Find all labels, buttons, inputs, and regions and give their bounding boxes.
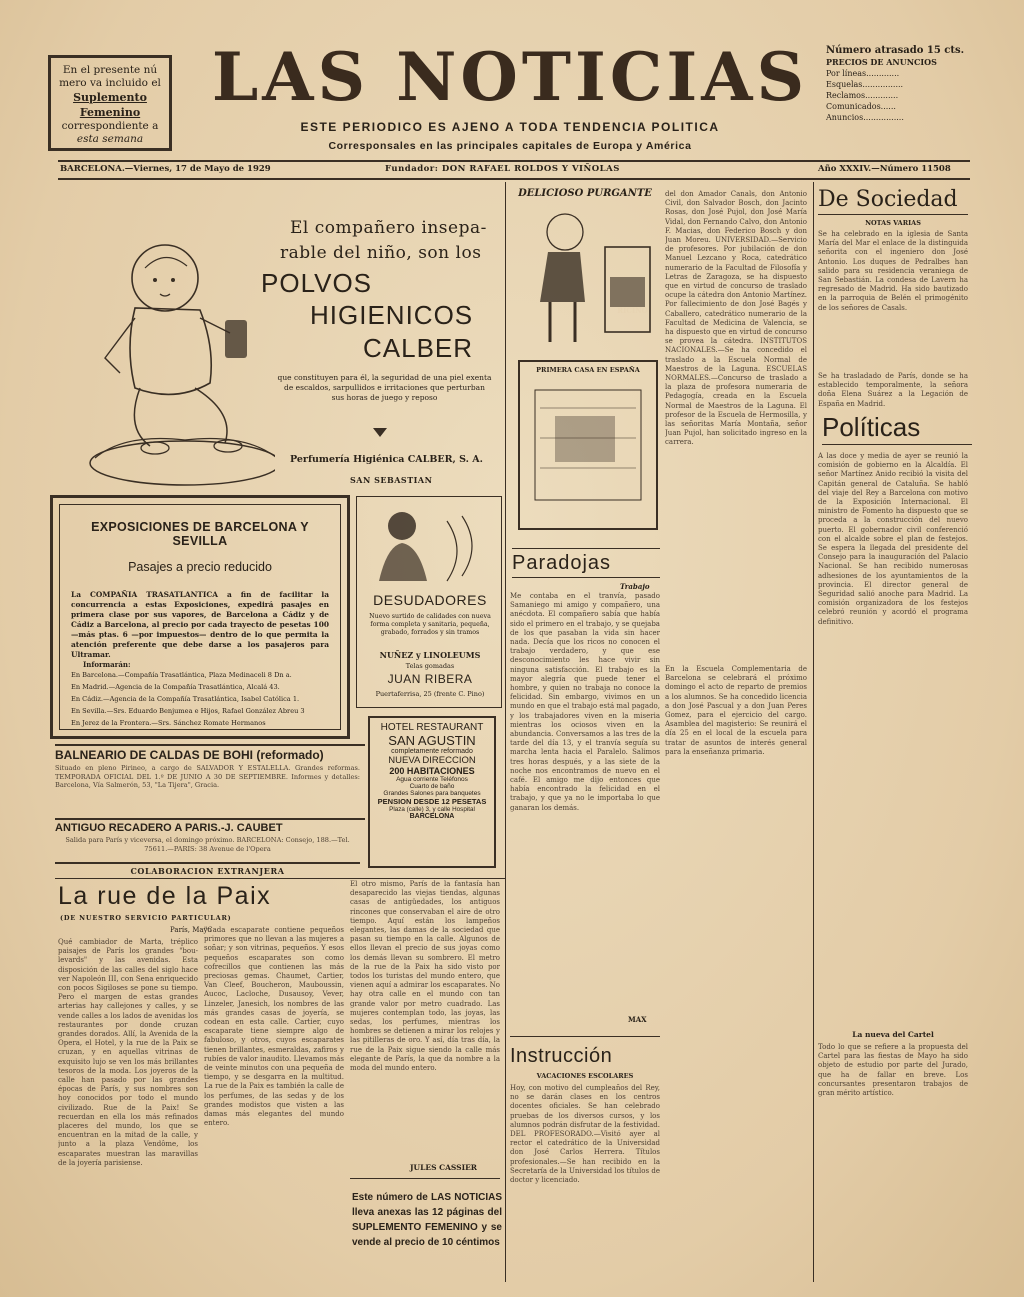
back-issue-price: Número atrasado 15 cts.	[826, 45, 965, 56]
instruccion-column-2: En la Escuela Complementaria de Barcelona se celebrará el próximo domingo el acto de reparto de premios a los alumnos. Se ha concedido licencia a don José Pascual y a don Juan Peres Gomez, para el ejercicio del cargo. Asamblea del magisterio: Se reunirá el día 25 en el local de la escuela para tratar de asuntos de interés general para la enseñanza primaria.	[665, 665, 807, 756]
dateline: BARCELONA.—Viernes, 17 de Mayo de 1929	[60, 164, 271, 174]
hotel-line-4: NUEVA DIRECCION	[388, 755, 476, 766]
polvos-headline-2: rable del niño, son los	[280, 243, 482, 263]
rue-column-2: "Cada escaparate contiene pequeños primores que no llevan a las mujeres a soñar; y son vitrinas, pequeños. Y esos pequeños escaparates son como cofrecillos que contienen las más preciosas gemas. Chaumet, Cartier, Van Cleef, Boucheron, Mauboussin, Aucoc, Lacloche, Dusausoy, Vever, Linzeler, Janesich, los nombres de las más grandes casas de joyería, se codean en esta calle. Cartier, cuyo escaparate tiene siempre algo de fabuloso, y otros, cuyos escaparates tienen brillantes, esmeraldas, zafiros y rubíes de valor inaudito. Llevamos más de veinte minutos con una pequeña de tiempo, y se desgarra en la multitud. La rue de la Paix es también la calle de los perfumes, de las sedas y de los grandes modistos que visten a las damas más elegantes del mundo entero.	[204, 926, 344, 1128]
hotel-line-6: Agua corriente Teléfonos	[396, 776, 468, 783]
desudadores-seller: JUAN RIBERA	[387, 672, 473, 686]
hotel-line-7: Cuarto de baño	[409, 783, 455, 790]
woman-illustration	[357, 501, 501, 586]
hotel-line-9: PENSION DESDE 12 PESETAS	[377, 797, 487, 806]
purgante-title: DELICIOSO PURGANTE	[518, 188, 652, 199]
rue-dateline: París, Mayo	[170, 926, 212, 934]
child-illustration	[510, 202, 660, 352]
paradojas-subtitle: Trabajo	[620, 582, 650, 591]
desudadores-ad	[356, 496, 502, 708]
casa-illustration	[520, 378, 656, 528]
hotel-line-3: completamente reformado	[391, 748, 473, 755]
desudadores-body: Nuevo surtido de calidades con nueva forma completa y sanitaria, pequeña, grabado, forrados y sin tramos	[369, 613, 491, 636]
politicas-body-2: Todo lo que se refiere a la propuesta del Cartel para las fiestas de Mayo ha sido objeto de estudio por parte del Jurado, que ha de fallar en breve. Los concursantes presentaron trabajos de gran mérito artístico.	[818, 1043, 968, 1098]
sociedad-subtitle: NOTAS VARIAS	[865, 219, 921, 227]
primera-casa-ad	[518, 360, 658, 530]
supplement-notice-box	[48, 55, 172, 151]
recadero-body: Salida para París y viceversa, el domingo próximo. BARCELONA: Consejo, 188.—Tel. 75611.—PARIS: 38 Avenue de l'Opera	[65, 836, 350, 853]
sociedad-header: De Sociedad	[818, 186, 968, 215]
polvos-triangle-icon	[373, 428, 387, 437]
desudadores-brand: NUÑEZ y LINOLEUMS	[379, 650, 481, 660]
polvos-brand-2: HIGIENICOS	[310, 300, 474, 330]
polvos-maker: Perfumería Higiénica CALBER, S. A.	[290, 454, 483, 465]
ad-prices-title: PRECIOS DE ANUNCIOS	[826, 57, 937, 67]
balneario-body: Situado en pleno Pirineo, a cargo de SALVADOR Y ESTALELLA. Grandes reformas. TEMPORADA OFICIAL DEL 1.º DE JUNIO A 30 DE SEPTIEMBRE. Informes y detalles: Barcelona, Vía Salmerón, 53, "La Tijera", Gracia.	[55, 764, 360, 790]
rue-column-1: Qué cambiador de Marta, tréplico paisajes de París los grandes "bou-levards" y las avenidas. Esta disposición de las calles del siglo hace ver Napoleón III, con Sena enriquecido con pocos Sigiloses se pone su tiempo. Pero el margen de estas grandes arterias hay callejones y calles, y se vende calles a los lados de avenidas los restaurantes por donde cruzan grandes dorados. Allí, la Avenida de la Opera, el Hotel, y la rue de la Paix se cruzan, y en aquellas vitrinas de exquisito lujo se ven los más brillantes tesoros de la moda. Los joyeros de la calle han pasado por las grandes épocas de París, y sus nombres son hoy conocidos por todo el mundo civilizado. Rue de la Paix! Se recuerdan en ella los más refinados placeres del mundo, los que se encuentran en la mitad de la calle, y junto a la plaza Vendôme, los escaparates muestran las maravillas de la joyería parisiense.	[58, 938, 198, 1167]
exposiciones-title: EXPOSICIONES DE BARCELONA Y SEVILLA	[91, 520, 309, 548]
notice-line-1: En el presente nú	[62, 64, 158, 76]
rue-title: La rue de la Paix	[58, 882, 272, 910]
polvos-brand-3: CALBER	[363, 333, 474, 363]
purgante-box-label: RICINO	[617, 306, 648, 315]
dateline-rule-bottom	[58, 178, 970, 180]
issue-number: Año XXXIV.—Número 11508	[818, 164, 951, 174]
hotel-line-2: SAN AGUSTIN	[388, 733, 476, 748]
hotel-line-11: BARCELONA	[409, 813, 455, 820]
hotel-line-1: HOTEL RESTAURANT	[380, 722, 484, 733]
polvos-brand-1: POLVOS	[261, 268, 373, 298]
price-line: Por líneas.............	[826, 69, 900, 78]
exposiciones-agent: En Barcelona.—Compañía Trasatlántica, Plaza Medinaceli 8 Dn a.	[71, 671, 292, 679]
rue-column-3: El otro mismo, París de la fantasía han desaparecido las viejas tiendas, algunas casas de antigüedades, los antiguos rincones que conservaban el aire de otro tiempo. Aquí están los lampeños elegantes, las damas de la sociedad que pasan su tiempo en la calle. Algunos de ellos llevan el precio de sus joyas como los demás llevan su sombrero. El metro de la rue de la Paix ha sido visto por todos los turistas del mundo entero, que vienen aquí a admirar los escaparates. No hay otra calle en el mundo con tan grande valor por metro cuadrado. Las mujeres contemplan todo, las joyas, las sedas, los perfumes, mientras los hombres se detienen a mirar los relojes y las pitilleras de oro. Y así, día tras día, la rue de la Paix sigue siendo la calle más elegante de París, la que da nombre a la moda del mundo entero.	[350, 880, 500, 1073]
polvos-headline-1: El compañero insepa-	[290, 218, 487, 238]
recadero-title: ANTIGUO RECADERO A PARIS.-J. CAUBET	[55, 818, 365, 834]
column-rule	[505, 182, 506, 1282]
exposiciones-body: La COMPAÑIA TRASATLANTICA a fin de facilitar la concurrencia a estas Exposiciones, expedirá pasajes en primera clase por sus vapores, de Barcelona a Cádiz y de Cádiz a Barcelona, al precio por cada trayecto de pesetas 100—más ptas. 6 —por impuestos— dentro de lo que permita la atención preferente que debe darse a los pasajeros para Ultramar.	[71, 590, 329, 659]
polvos-city: SAN SEBASTIAN	[350, 475, 433, 485]
exposiciones-agent: En Madrid.—Agencia de la Compañía Trasatlántica, Alcalá 43.	[71, 683, 280, 691]
price-line: Anuncios................	[826, 113, 904, 122]
section-rule	[510, 1036, 660, 1037]
primera-casa-title: PRIMERA CASA EN ESPAÑA	[536, 366, 640, 374]
supplement-note: Este número de LAS NOTICIAS lleva anexas las 12 páginas del SUPLEMENTO FEMENINO y se vende al precio de 10 céntimos	[352, 1192, 502, 1248]
hotel-line-5: 200 HABITACIONES	[389, 766, 475, 776]
notice-line-3: Suplemento Femenino	[73, 91, 147, 119]
baby-illustration	[65, 208, 275, 508]
politicas-body: A las doce y media de ayer se reunió la comisión de gobierno en la Alcaldía. El señor Martínez Anido recibió la visita del Capitán general de Cataluña. Se habló del viaje del Rey a Barcelona con motivo de la Exposición Internacional. El ministro de Fomento ha dispuesto que se proceda a la construcción del nuevo puerto. El gobernador civil conferenció con el alcalde sobre el plan de festejos. Se espera la llegada del presidente del Consejo para la inauguración del Palacio Nacional. Se han recibido numerosas adhesiones de los ayuntamientos de la provincia. El director general de Seguridad salió anoche para Madrid. La comisión organizadora de los festejos celebró reunión y acordó el programa definitivo.	[818, 452, 968, 626]
notice-line-5: esta semana	[76, 133, 144, 145]
polvos-body: que constituyen para él, la seguridad de una piel exenta de escaldos, sarpullidos e irritaciones que perturban sus horas de juego y reposo	[277, 373, 492, 402]
purgante-ad	[510, 188, 660, 353]
sociedad-body: Se ha celebrado en la iglesia de Santa María del Mar el enlace de la distinguida señorita con el ingeniero don José Antonio. Los duques de Pedralbes han salido para su residencia veraniega de San Sebastián. La condesa de Lavern ha regresado de Madrid. Ha sido bautizado en la parroquia de Belén el primogénito de los señores de Casals.	[818, 230, 968, 312]
prices-box	[826, 44, 970, 152]
rue-signature: JULES CASSIER	[410, 1163, 478, 1172]
section-rule	[55, 862, 360, 864]
price-line: Comunicados......	[826, 102, 896, 111]
exposiciones-ad	[50, 495, 350, 739]
paradojas-body: Me contaba en el tranvía, pasado Samaniego mi amigo y compañero, una anécdota. El compañero sabía que había sido el primero en el trabajo, y se quejaba de los que pasaban la vida sin hacer nada. Decía que los ricos no conocen el trabajo verdadero, y que ese desconocimiento les hace vivir sin ninguna satisfacción. El trabajo es la mayor alegría que puede tener el hombre, y quien no trabaja no conoce la felicidad. Sin embargo, vivimos en un mundo en que el trabajo está mal pagado, y los trabajadores viven en la miseria mientras los ociosos viven en la abundancia. Conversamos a las tres de la tarde del día 13, y el tranvía seguía su marcha lenta hacia el Paralelo. Salimos tres horas después, y a las siete de la noche nos encontramos de nuevo en el café. El amigo me dijo entonces que había encontrado la felicidad en el trabajo, y que ya no le importaba lo que ganaran los demás.	[510, 592, 660, 812]
founder-line: Fundador: DON RAFAEL ROLDOS Y VIÑOLAS	[385, 164, 620, 174]
notice-line-4: correspondiente a	[61, 120, 159, 132]
hotel-line-8: Grandes Salones para banquetes	[383, 790, 481, 797]
hotel-ad	[368, 716, 496, 868]
universidad-column: del don Amador Canals, don Antonio Civil, don Salvador Bosch, don Jacinto Rosas, don José Pujol, don José María Vidal, don Fernando Calvo, don Antonio F. Macias, don Federico Bosch y don Juan Moreu. UNIVERSIDAD.—Servicio de profesores. Por jubilación de don Manuel Lezcano y Roca, catedrático numerario de la Facultad de Filosofía y Letras de Zaragoza, se ha dispuesto que en virtud de concurso de traslado ocupe la cátedra don Antonio Martínez. Por fallecimiento de don José Bagés y Caballero, catedrático numerario de la Facultad de Medicina de Valencia, se ha dispuesto que en virtud de concurso se provea la cátedra. INSTITUTOS NACIONALES.—Se ha concedido el traslado a la Escuela Normal de Maestros de la Laguna. ESCUELAS NORMALES.—Concurso de traslado a la plaza de profesora numeraria de Pedagogía, creada en la Escuela Normal de Maestros de la Laguna. El profesor de la Escuela de Hermosilla, y las señoritas María Montaña, señor Juan Pujol, han solicitado ingreso en la carrera.	[665, 190, 807, 447]
instruccion-body: Hoy, con motivo del cumpleaños del Rey, no se darán clases en los centros docentes oficiales. Se han celebrado pruebas de los diversos cursos, y los alumnos podrán disfrutar de la festividad. DEL PROFESORADO.—Visitó ayer al rector el catedrático de la Universidad don José Carlos Herrera. Títulos profesionales.—Se han recibido en la Secretaría de la Universidad los títulos de doctor y licenciado.	[510, 1084, 660, 1185]
hotel-line-10: Plaza (calle) 3, y calle Hospital	[389, 806, 475, 813]
paradojas-signature: MAX	[628, 1015, 647, 1024]
notice-line-2: mero va incluido el	[59, 77, 161, 89]
polvos-ad	[65, 188, 495, 488]
colaboracion-label: COLABORACION EXTRANJERA	[130, 866, 285, 876]
section-rule	[350, 1178, 500, 1179]
balneario-title: BALNEARIO DE CALDAS DE BOHI (reformado)	[55, 744, 365, 762]
desudadores-sub: Telas gomadas	[405, 662, 455, 670]
politicas-subheading: La nueva del Cartel	[852, 1030, 934, 1039]
dateline-rule-top	[58, 160, 970, 162]
instruccion-header: Instrucción	[510, 1045, 613, 1067]
instruccion-subtitle: VACACIONES ESCOLARES	[536, 1072, 634, 1080]
exposiciones-agent: En Sevilla.—Srs. Eduardo Benjumea e Hijos, Rafael González Abreu 3	[71, 707, 305, 715]
exposiciones-agent: En Jerez de la Frontera.—Srs. Sánchez Romate Hermanos	[71, 719, 266, 727]
masthead-correspondents: Corresponsales en las principales capitales de Europa y América	[328, 140, 692, 152]
price-line: Esquelas................	[826, 80, 904, 89]
price-line: Reclamos.............	[826, 91, 899, 100]
column-rule	[813, 182, 814, 1282]
exposiciones-subtitle: Pasajes a precio reducido	[128, 560, 272, 574]
desudadores-title: DESUDADORES	[373, 592, 487, 608]
paradojas-header: Paradojas	[512, 548, 660, 578]
sociedad-note: Se ha trasladado de París, donde se ha establecido temporalmente, la señora doña Elena Suárez a la Legación de España en Madrid.	[818, 372, 968, 408]
exposiciones-agent: En Cádiz.—Agencia de la Compañía Trasatlántica, Isabel Católica 1.	[71, 695, 300, 703]
masthead-tagline: ESTE PERIODICO ES AJENO A TODA TENDENCIA POLITICA	[300, 120, 720, 134]
desudadores-address: Puertaferrisa, 25 (frente C. Pino)	[375, 690, 485, 698]
exposiciones-info: Informarán:	[83, 660, 131, 669]
section-rule	[55, 878, 505, 879]
masthead-title: LAS NOTICIAS	[211, 38, 809, 116]
politicas-header: Políticas	[822, 410, 972, 445]
rue-byline: (DE NUESTRO SERVICIO PARTICULAR)	[60, 914, 232, 922]
